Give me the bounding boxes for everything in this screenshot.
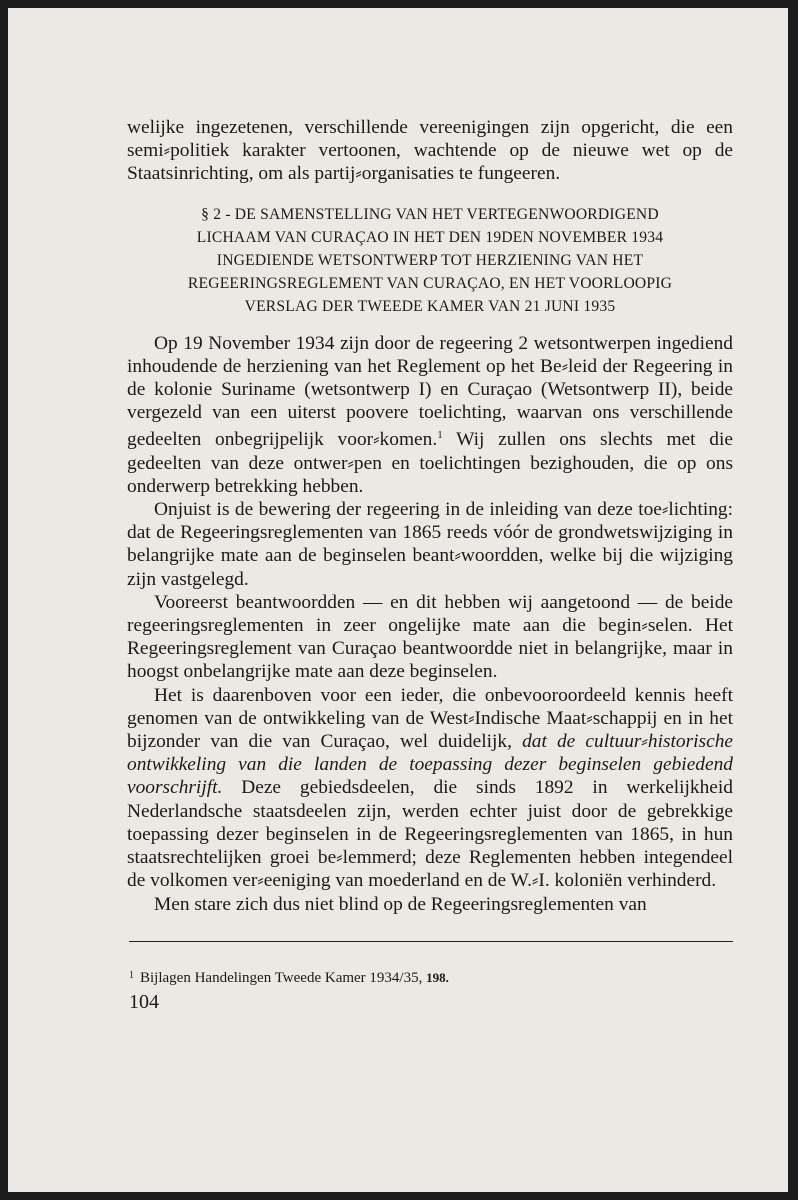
footnote-text: Bijlagen Handelingen Tweede Kamer 1934/35, (140, 970, 427, 986)
heading-line-4: REGEERINGSREGLEMENT VAN CURAÇAO, EN HET VOORLOOPIG (187, 275, 673, 293)
paragraph-4-text-b: Deze gebiedsdeelen, die sinds 1892 in werkelijkheid Nederlandsche staatsdeelen zijn, werden echter juist door de gebrekkige toepassing dezer beginselen in de Regeeringsreglementen van 1865, in hun staatsrechtelijken groei be⸗lemmerd; deze Reglementen hebben integendeel de volkomen ver⸗eeniging van moederland en de W.⸗I. koloniën verhinderd. (127, 777, 733, 892)
book-page (8, 8, 788, 1192)
paragraph-3: Vooreerst beantwoordden — en dit hebben wij aangetoond — de beide regeeringsreglementen in zeer ongelijke mate aan die begin⸗selen. Het Regeeringsreglement van Curaçao beantwoordde niet in belangrijke, maar in hoogst onbelangrijke mate aan deze beginselen. (127, 591, 733, 683)
paragraph-1 (127, 332, 733, 498)
paragraph-1-text-a: Op 19 November 1934 zijn door de regeering 2 wetsontwerpen ingediend inhoudende de herziening van het Reglement op het Be⸗leid der Regeering in de kolonie Suriname (wetsontwerp I) en Curaçao (Wetsontwerp II), beide vergezeld van een uiterst poovere toelichting, waarvan ons verschillende gedeelten onbegrijpelijk voor⸗komen. (127, 332, 733, 451)
heading-line-2: LICHAAM VAN CURAÇAO IN HET DEN 19DEN NOVEMBER 1934 (196, 228, 664, 246)
footnote (129, 966, 733, 988)
footnote-number: 198. (426, 970, 449, 985)
paragraph-4-text-a: Het is daarenboven voor een ieder, die onbevooroordeeld kennis heeft genomen van de ontwikkeling van de West⸗Indische Maat⸗schappij en in het bijzonder van die van Curaçao, wel duidelijk, (127, 684, 733, 753)
page-number: 104 (129, 991, 159, 1013)
section-heading (127, 203, 733, 319)
footnote-ref[interactable]: 1 (437, 429, 443, 442)
body-text (127, 116, 733, 916)
footnote-marker: 1 (129, 970, 134, 981)
paragraph-2: Onjuist is de bewering der regeering in de inleiding van deze toe⸗lichting: dat de Regeeringsreglementen van 1865 reeds vóór de grondwetswijziging in belangrijke mate aan de beginselen beant⸗woordden, welke bij die wijziging zijn vastgelegd. (127, 499, 733, 590)
paragraph-4 (127, 684, 733, 893)
paragraph-continued: welijke ingezetenen, verschillende vereenigingen zijn opgericht, die een semi⸗politiek karakter vertoonen, wachtende op de nieuwe wet op de Staatsinrichting, om als partij⸗organisaties te fungeeren. (127, 117, 733, 185)
paragraph-5: Men stare zich dus niet blind op de Regeeringsreglementen van (154, 893, 647, 915)
paragraph-1-text-b: Wij zullen ons slechts met die gedeelten van deze ontwer⸗pen en toelichtingen bezighouden, die op ons onderwerp betrekking hebben. (127, 429, 733, 497)
paragraph-4-italic: dat de cultuur⸗historische ontwikkeling van die landen de toepassing dezer beginselen gebiedend voorschrijft. (127, 731, 733, 799)
heading-line-3: INGEDIENDE WETSONTWERP TOT HERZIENING VAN HET (216, 252, 644, 270)
footnote-divider (129, 941, 733, 942)
heading-line-5: VERSLAG DER TWEEDE KAMER VAN 21 JUNI 1935 (244, 298, 616, 316)
heading-line-1: § 2 - DE SAMENSTELLING VAN HET VERTEGENWOORDIGEND (201, 205, 659, 223)
